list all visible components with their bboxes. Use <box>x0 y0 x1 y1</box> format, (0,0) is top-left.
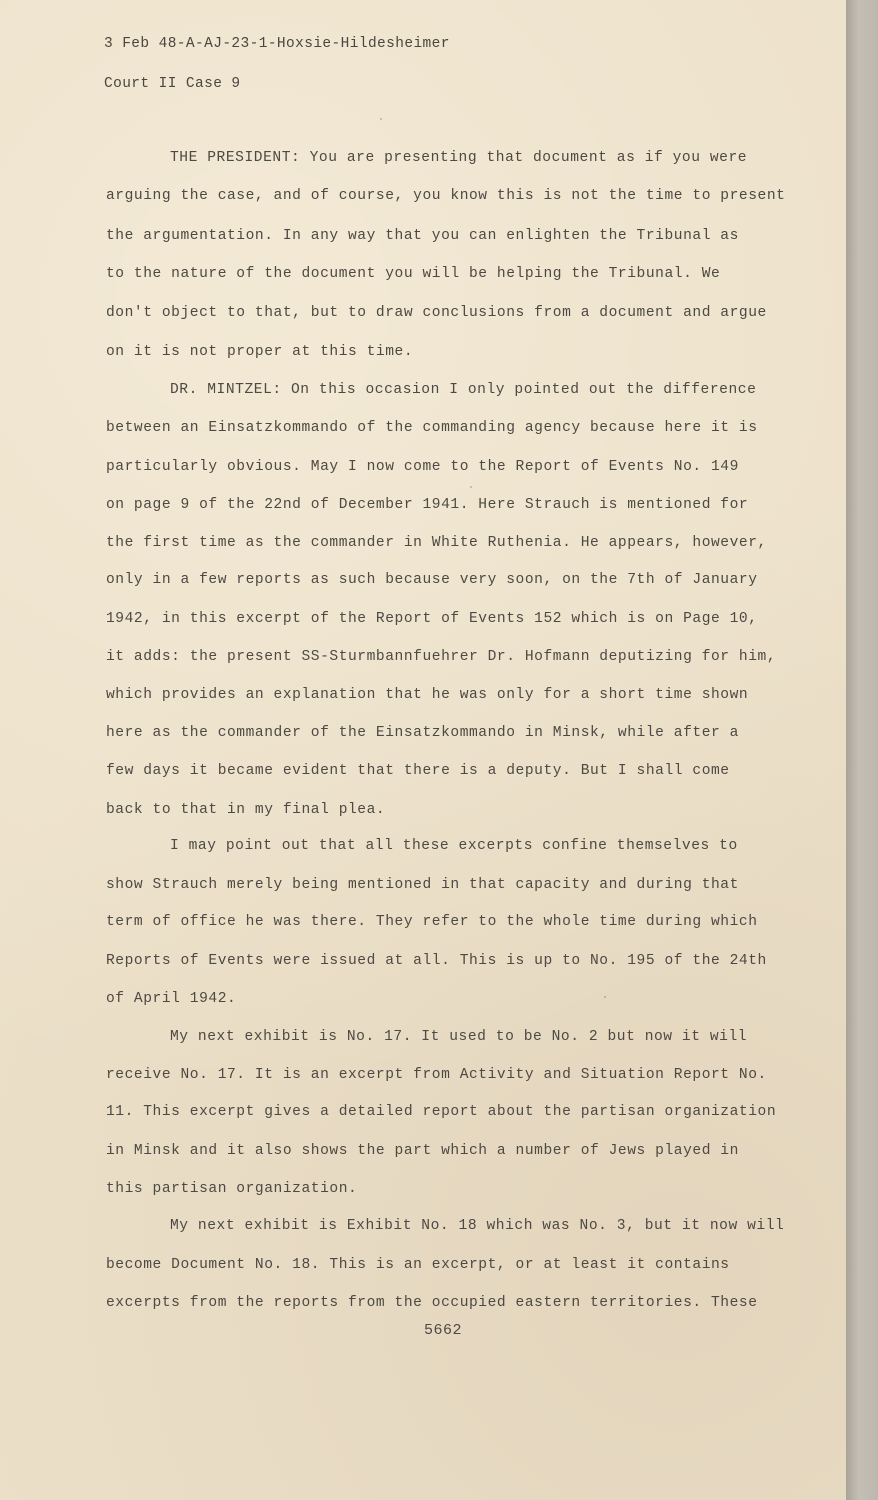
page-edge <box>846 0 878 1500</box>
text-line: receive No. 17. It is an excerpt from Activity and Situation Report No. <box>106 1067 767 1083</box>
text-line: My next exhibit is Exhibit No. 18 which was No. 3, but it now will <box>170 1218 785 1234</box>
text-line: particularly obvious. May I now come to the Report of Events No. 149 <box>106 459 739 475</box>
text-line: show Strauch merely being mentioned in that capacity and during that <box>106 877 739 893</box>
text-line: 11. This excerpt gives a detailed report about the partisan organization <box>106 1104 777 1120</box>
text-line: the argumentation. In any way that you can enlighten the Tribunal as <box>106 228 739 244</box>
text-line: don't object to that, but to draw conclusions from a document and argue <box>106 305 767 321</box>
text-line: few days it became evident that there is a deputy. But I shall come <box>106 763 730 779</box>
text-line: excerpts from the reports from the occupied eastern territories. These <box>106 1295 758 1311</box>
document-reference: 3 Feb 48-A-AJ-23-1-Hoxsie-Hildesheimer <box>104 36 450 52</box>
text-line: it adds: the present SS-Sturmbannfuehrer Dr. Hofmann deputizing for him, <box>106 649 777 665</box>
paper-speck <box>470 486 472 488</box>
text-line: here as the commander of the Einsatzkommando in Minsk, while after a <box>106 725 739 741</box>
text-line: the first time as the commander in White Ruthenia. He appears, however, <box>106 535 767 551</box>
text-line: only in a few reports as such because very soon, on the 7th of January <box>106 572 758 588</box>
text-line: 1942, in this excerpt of the Report of Events 152 which is on Page 10, <box>106 611 758 627</box>
paper-speck <box>380 118 382 120</box>
paper-speck <box>604 996 606 998</box>
text-line: to the nature of the document you will be helping the Tribunal. We <box>106 266 721 282</box>
text-line: term of office he was there. They refer to the whole time during which <box>106 914 758 930</box>
text-line: which provides an explanation that he was only for a short time shown <box>106 687 749 703</box>
text-line: THE PRESIDENT: You are presenting that document as if you were <box>170 150 748 166</box>
text-line: back to that in my final plea. <box>106 802 386 818</box>
text-line: I may point out that all these excerpts confine themselves to <box>170 838 738 854</box>
text-line: become Document No. 18. This is an excerpt, or at least it contains <box>106 1257 730 1273</box>
page-number: 5662 <box>424 1322 463 1339</box>
text-line: of April 1942. <box>106 991 237 1007</box>
text-line: between an Einsatzkommando of the commanding agency because here it is <box>106 420 758 436</box>
text-line: arguing the case, and of course, you know this is not the time to present <box>106 188 786 204</box>
court-case-label: Court II Case 9 <box>104 76 241 92</box>
text-line: in Minsk and it also shows the part which a number of Jews played in <box>106 1143 739 1159</box>
text-line: My next exhibit is No. 17. It used to be No. 2 but now it will <box>170 1029 748 1045</box>
text-line: on page 9 of the 22nd of December 1941. Here Strauch is mentioned for <box>106 497 749 513</box>
text-line: this partisan organization. <box>106 1181 358 1197</box>
text-line: on it is not proper at this time. <box>106 344 414 360</box>
text-line: Reports of Events were issued at all. This is up to No. 195 of the 24th <box>106 953 767 969</box>
text-line: DR. MINTZEL: On this occasion I only pointed out the difference <box>170 382 757 398</box>
